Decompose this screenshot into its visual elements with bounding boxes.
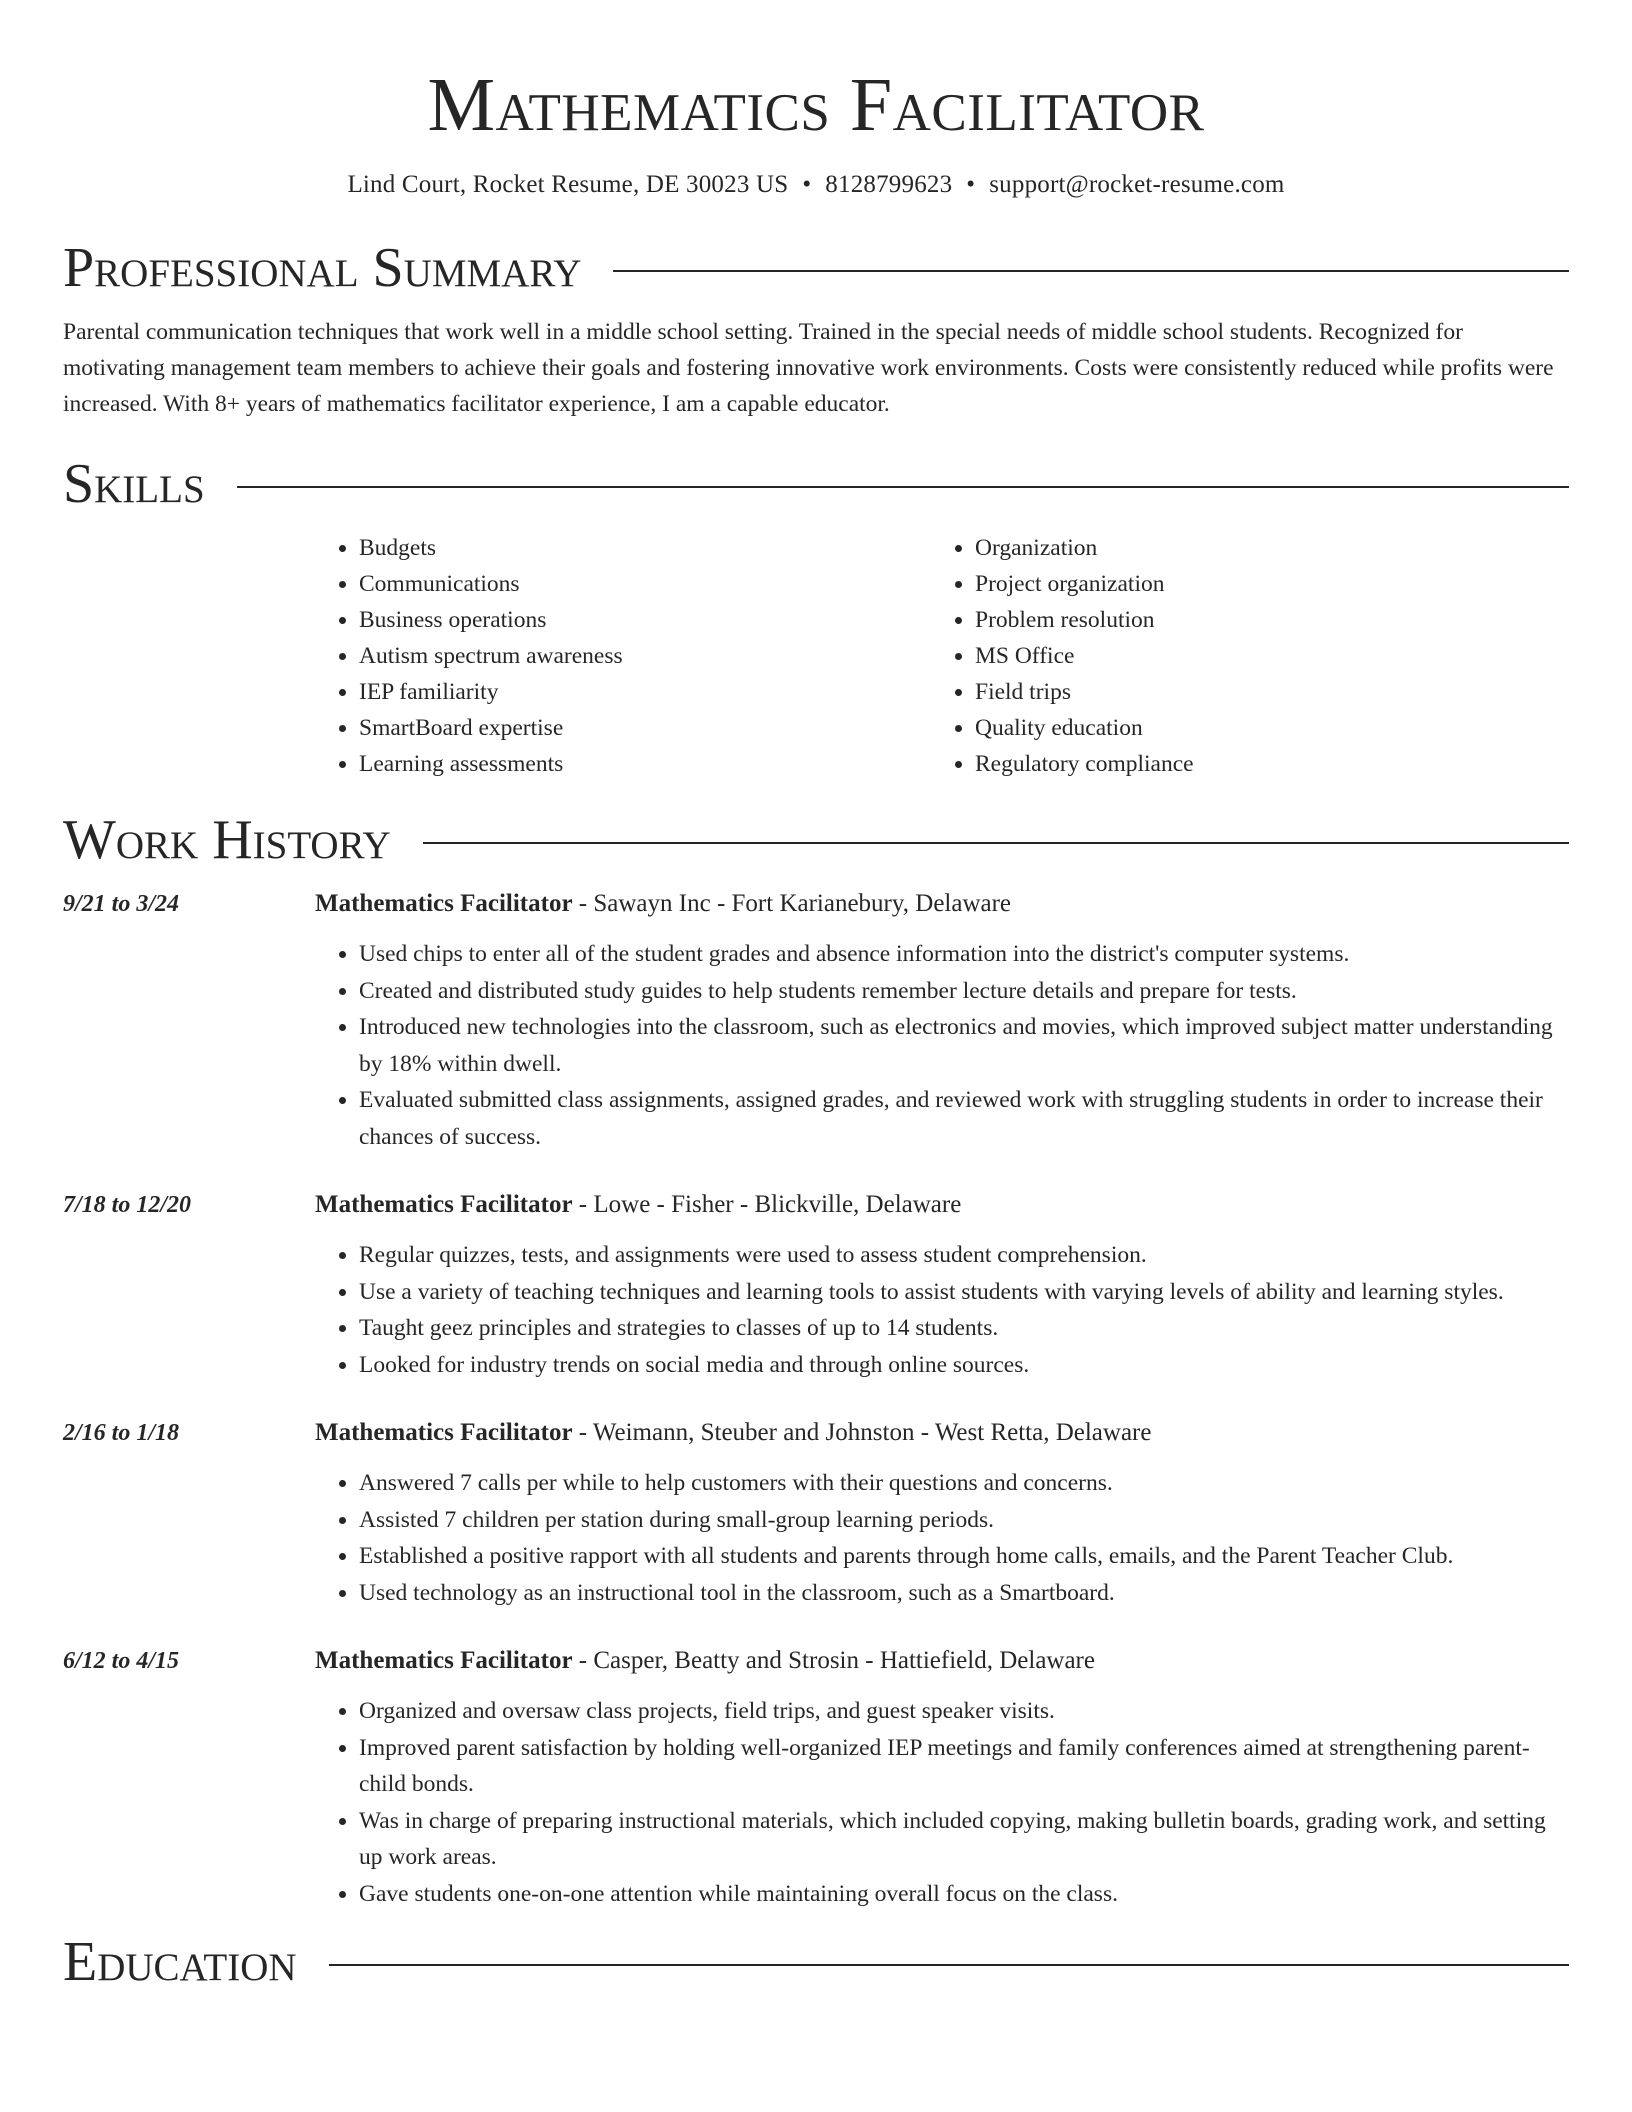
job-dates: 7/18 to 12/20 (63, 1192, 192, 1218)
skills-columns (315, 530, 1569, 782)
job-bullet: • Answered 7 calls per while to help customers with their questions and concerns. (359, 1465, 1569, 1502)
skill-item: • MS Office (975, 638, 1547, 674)
job-title-line (315, 1415, 1569, 1451)
job-entry (63, 1187, 1569, 1383)
job-role: Mathematics Facilitator (315, 1191, 573, 1218)
skill-item: • Field trips (975, 674, 1547, 710)
section-title-summary: Professional Summary (63, 237, 582, 299)
job-role: Mathematics Facilitator (315, 1647, 573, 1674)
skill-item: • Business operations (359, 602, 931, 638)
skill-item: • Learning assessments (359, 746, 931, 782)
job-role: Mathematics Facilitator (315, 1419, 573, 1446)
job-entry (63, 1643, 1569, 1912)
job-entry (63, 886, 1569, 1155)
job-employer: - Sawayn Inc - Fort Karianebury, Delaware (572, 890, 1012, 917)
section-divider (613, 270, 1569, 272)
contact-separator: • (966, 171, 976, 198)
job-employer: - Casper, Beatty and Strosin - Hattiefield, Delaware (572, 1647, 1095, 1674)
skills-list-right (931, 530, 1547, 782)
job-bullet: • Gave students one-on-one attention while maintaining overall focus on the class. (359, 1876, 1569, 1913)
contact-separator: • (802, 171, 812, 198)
summary-header (63, 236, 1569, 300)
section-divider (423, 842, 1569, 844)
job-bullet: • Used technology as an instructional tool in the classroom, such as a Smartboard. (359, 1575, 1569, 1612)
education-header (63, 1930, 1569, 1994)
contact-phone: 8128799623 (825, 171, 953, 198)
job-bullet: • Evaluated submitted class assignments, assigned grades, and reviewed work with struggling students in order to increase their chances of success. (359, 1082, 1569, 1155)
summary-text: Parental communication techniques that work well in a middle school setting. Trained in the special needs of middle school students. Recognized for motivating management team members to achieve their goals and fostering innovative work environments. Costs were consistently reduced while profits were increased. With 8+ years of mathematics facilitator experience, I am a capable educator. (63, 319, 1554, 417)
skill-item: • Problem resolution (975, 602, 1547, 638)
job-bullet: • Looked for industry trends on social media and through online sources. (359, 1347, 1569, 1384)
job-bullet: • Used chips to enter all of the student grades and absence information into the district's computer systems. (359, 936, 1569, 973)
job-dates: 6/12 to 4/15 (63, 1648, 180, 1674)
skills-section (63, 452, 1569, 782)
skills-header (63, 452, 1569, 516)
job-employer: - Lowe - Fisher - Blickville, Delaware (572, 1191, 962, 1218)
skills-column-right (931, 530, 1547, 782)
job-title-line (315, 886, 1569, 922)
job-bullet: • Organized and oversaw class projects, field trips, and guest speaker visits. (359, 1693, 1569, 1730)
job-bullet: • Use a variety of teaching techniques and learning tools to assist students with varying levels of ability and learning styles. (359, 1274, 1569, 1311)
skill-item: • Organization (975, 530, 1547, 566)
job-bullet: • Improved parent satisfaction by holding well-organized IEP meetings and family conferences aimed at strengthening parent-child bonds. (359, 1730, 1569, 1803)
job-bullet: • Taught geez principles and strategies to classes of up to 14 students. (359, 1310, 1569, 1347)
section-title-skills: Skills (63, 453, 205, 515)
section-divider (329, 1964, 1569, 1966)
job-bullet-list (315, 1693, 1569, 1912)
education-section (63, 1930, 1569, 1994)
job-role: Mathematics Facilitator (315, 890, 573, 917)
contact-email[interactable]: support@rocket-resume.com (989, 171, 1285, 198)
job-entry (63, 1415, 1569, 1611)
job-dates: 9/21 to 3/24 (63, 891, 180, 917)
section-title-work-history: Work History (63, 809, 391, 871)
skill-item: • Quality education (975, 710, 1547, 746)
contact-line (63, 170, 1569, 200)
skill-item: • Project organization (975, 566, 1547, 602)
work-history-section (63, 808, 1569, 1912)
job-dates: 2/16 to 1/18 (63, 1420, 180, 1446)
skill-item: • Autism spectrum awareness (359, 638, 931, 674)
skills-column-left (315, 530, 931, 782)
contact-address: Lind Court, Rocket Resume, DE 30023 US (347, 171, 789, 198)
job-bullet-list (315, 1465, 1569, 1611)
summary-section (63, 236, 1569, 422)
job-title-line (315, 1643, 1569, 1679)
skill-item: • IEP familiarity (359, 674, 931, 710)
job-bullet: • Created and distributed study guides to help students remember lecture details and prepare for tests. (359, 973, 1569, 1010)
resume-header (63, 62, 1569, 200)
work-history-header (63, 808, 1569, 872)
page-title: Mathematics Facilitator (427, 63, 1205, 147)
job-bullet-list (315, 1237, 1569, 1383)
job-bullet: • Established a positive rapport with all students and parents through home calls, emails, and the Parent Teacher Club. (359, 1538, 1569, 1575)
job-title-line (315, 1187, 1569, 1223)
job-bullet: • Regular quizzes, tests, and assignments were used to assess student comprehension. (359, 1237, 1569, 1274)
skill-item: • Budgets (359, 530, 931, 566)
job-bullet: • Assisted 7 children per station during small-group learning periods. (359, 1502, 1569, 1539)
job-bullet: • Was in charge of preparing instructional materials, which included copying, making bulletin boards, grading work, and setting up work areas. (359, 1803, 1569, 1876)
skill-item: • SmartBoard expertise (359, 710, 931, 746)
section-title-education: Education (63, 1931, 297, 1993)
skill-item: • Regulatory compliance (975, 746, 1547, 782)
section-divider (237, 486, 1569, 488)
job-bullet: • Introduced new technologies into the classroom, such as electronics and movies, which improved subject matter understanding by 18% within dwell. (359, 1009, 1569, 1082)
skill-item: • Communications (359, 566, 931, 602)
job-bullet-list (315, 936, 1569, 1155)
job-employer: - Weimann, Steuber and Johnston - West Retta, Delaware (572, 1419, 1152, 1446)
skills-list-left (315, 530, 931, 782)
